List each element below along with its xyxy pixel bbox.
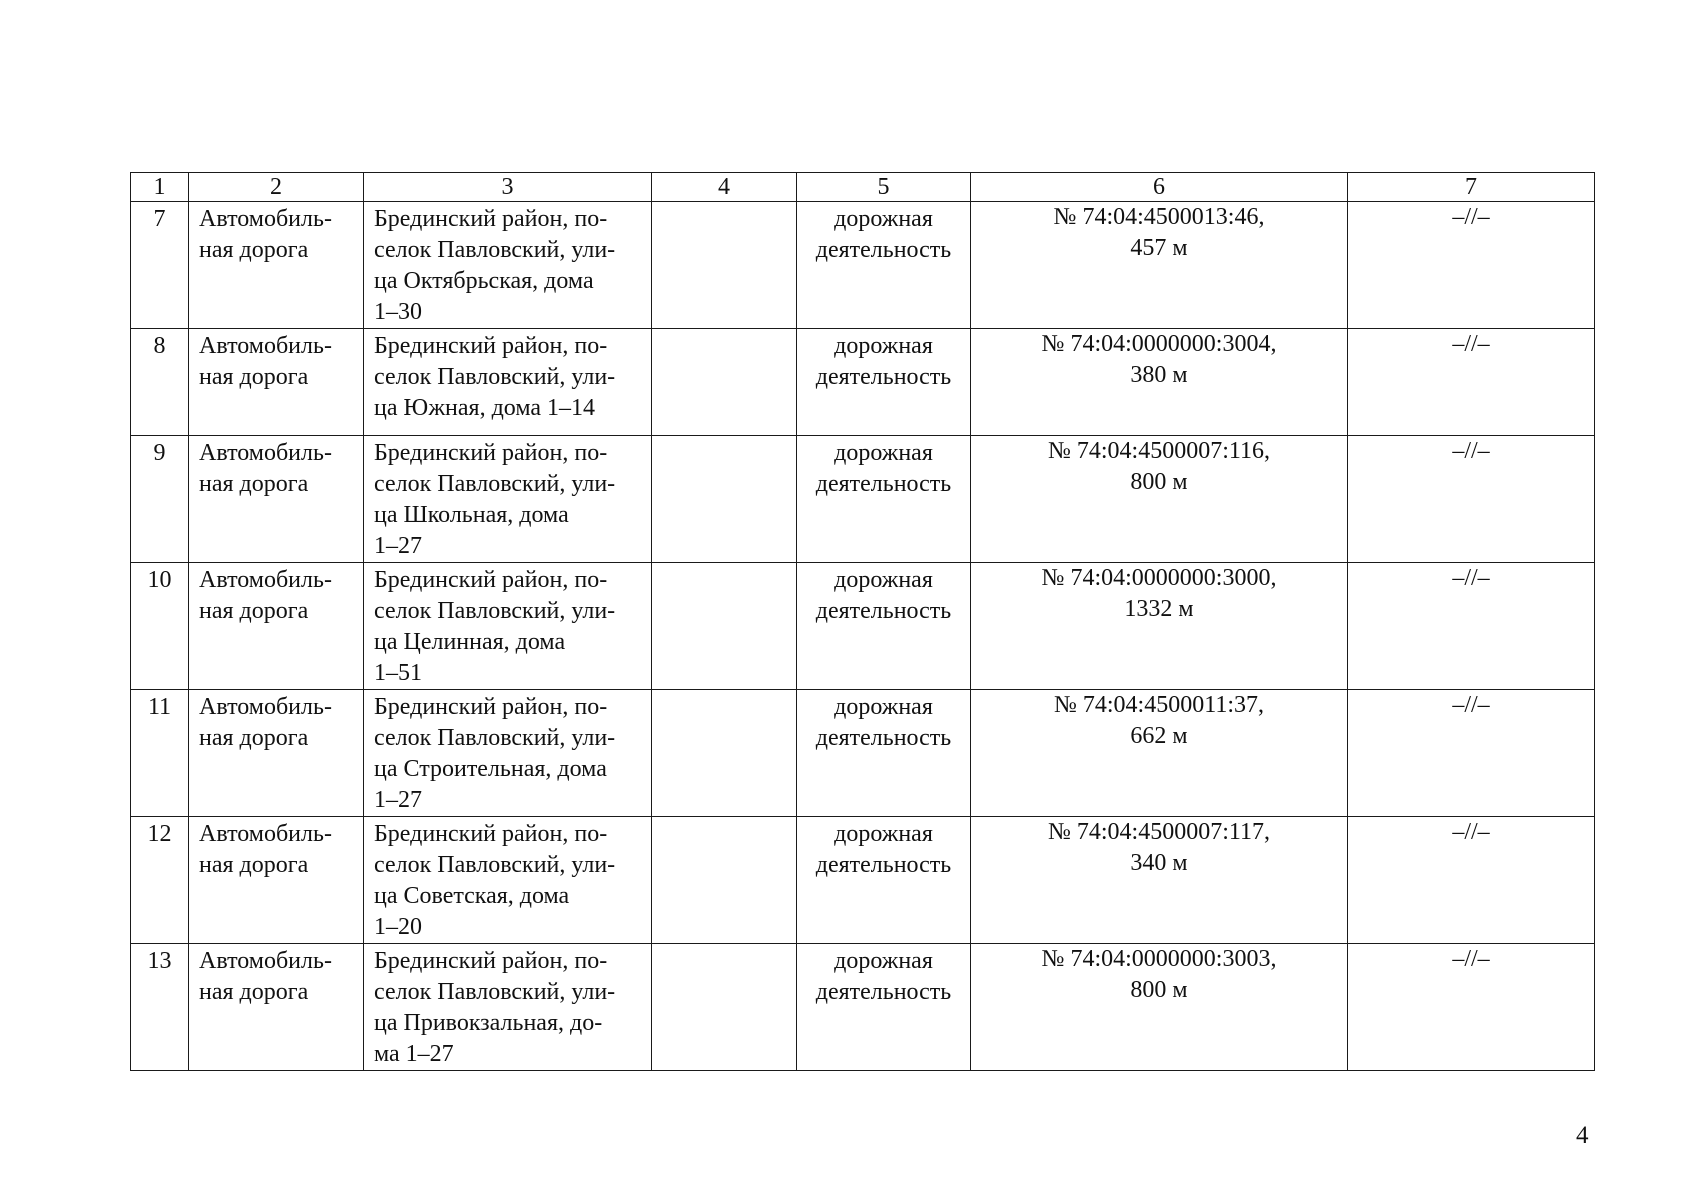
header-col-3: 3 xyxy=(364,173,652,202)
object-name-line: Автомобиль- xyxy=(199,567,332,593)
row-number-cell: 9 xyxy=(131,436,189,563)
cadastral-number-cell xyxy=(971,329,1348,436)
object-name-line: Автомобиль- xyxy=(199,440,332,466)
cadastral-line: № 74:04:4500007:117, xyxy=(1047,819,1270,845)
address-line: ца Школьная, дома xyxy=(374,502,569,528)
note-cell: –//– xyxy=(1348,436,1595,563)
note-cell: –//– xyxy=(1348,563,1595,690)
address-cell xyxy=(364,944,652,1071)
address-line: ца Целинная, дома xyxy=(374,629,566,655)
object-name-line: Автомобиль- xyxy=(199,694,332,720)
row-number-cell: 7 xyxy=(131,202,189,329)
purpose-cell xyxy=(797,817,971,944)
object-name-line: ная дорога xyxy=(199,852,309,878)
table-body xyxy=(131,202,1595,1071)
cadastral-line: 800 м xyxy=(1130,469,1188,495)
object-name-line: Автомобиль- xyxy=(199,206,332,232)
purpose-cell xyxy=(797,690,971,817)
note-cell: –//– xyxy=(1348,329,1595,436)
address-line: Брединский район, по- xyxy=(374,694,608,720)
header-col-5: 5 xyxy=(797,173,971,202)
empty-cell xyxy=(652,944,797,1071)
row-number-cell: 10 xyxy=(131,563,189,690)
purpose-line: дорожная xyxy=(834,333,933,359)
note-cell: –//– xyxy=(1348,202,1595,329)
address-cell xyxy=(364,817,652,944)
object-name-cell xyxy=(189,563,364,690)
object-name-line: ная дорога xyxy=(199,237,309,263)
purpose-line: деятельность xyxy=(815,364,952,390)
column-number-row xyxy=(131,173,1595,202)
header-col-7: 7 xyxy=(1348,173,1595,202)
empty-cell xyxy=(652,329,797,436)
address-line: селок Павловский, ули- xyxy=(374,598,616,624)
row-number-cell: 11 xyxy=(131,690,189,817)
purpose-line: дорожная xyxy=(834,694,933,720)
cadastral-number-cell xyxy=(971,944,1348,1071)
purpose-line: дорожная xyxy=(834,206,933,232)
address-line: ца Привокзальная, до- xyxy=(374,1010,603,1036)
address-line: ца Советская, дома xyxy=(374,883,570,909)
purpose-line: деятельность xyxy=(815,852,952,878)
row-number-cell: 8 xyxy=(131,329,189,436)
empty-cell xyxy=(652,690,797,817)
cadastral-line: 662 м xyxy=(1130,723,1188,749)
purpose-line: деятельность xyxy=(815,598,952,624)
note-cell: –//– xyxy=(1348,817,1595,944)
object-name-line: Автомобиль- xyxy=(199,821,332,847)
address-cell xyxy=(364,563,652,690)
object-name-line: ная дорога xyxy=(199,364,309,390)
purpose-cell xyxy=(797,202,971,329)
address-cell xyxy=(364,436,652,563)
address-cell xyxy=(364,690,652,817)
cadastral-line: 340 м xyxy=(1130,850,1188,876)
address-line: 1–30 xyxy=(374,299,422,325)
cadastral-number-cell xyxy=(971,817,1348,944)
address-line: селок Павловский, ули- xyxy=(374,237,616,263)
header-col-1: 1 xyxy=(131,173,189,202)
cadastral-line: № 74:04:4500007:116, xyxy=(1047,438,1270,464)
address-line: Брединский район, по- xyxy=(374,333,608,359)
header-col-2: 2 xyxy=(189,173,364,202)
address-line: 1–27 xyxy=(374,533,422,559)
purpose-line: дорожная xyxy=(834,821,933,847)
purpose-cell xyxy=(797,563,971,690)
header-col-6: 6 xyxy=(971,173,1348,202)
address-line: Брединский район, по- xyxy=(374,821,608,847)
cadastral-number-cell xyxy=(971,202,1348,329)
object-name-line: Автомобиль- xyxy=(199,948,332,974)
object-name-line: ная дорога xyxy=(199,725,309,751)
purpose-line: деятельность xyxy=(815,237,952,263)
table-row xyxy=(131,944,1595,1071)
object-name-cell xyxy=(189,329,364,436)
table-row xyxy=(131,329,1595,436)
note-cell: –//– xyxy=(1348,944,1595,1071)
object-name-line: ная дорога xyxy=(199,471,309,497)
cadastral-line: № 74:04:0000000:3004, xyxy=(1041,331,1277,357)
cadastral-line: 380 м xyxy=(1130,362,1188,388)
address-cell xyxy=(364,329,652,436)
note-cell: –//– xyxy=(1348,690,1595,817)
cadastral-line: 1332 м xyxy=(1124,596,1194,622)
page-number: 4 xyxy=(1576,1122,1589,1149)
cadastral-number-cell xyxy=(971,563,1348,690)
purpose-cell xyxy=(797,436,971,563)
cadastral-line: 457 м xyxy=(1130,235,1188,261)
cadastral-number-cell xyxy=(971,436,1348,563)
table-row xyxy=(131,563,1595,690)
cadastral-line: 800 м xyxy=(1130,977,1188,1003)
object-name-line: ная дорога xyxy=(199,979,309,1005)
address-line: Брединский район, по- xyxy=(374,440,608,466)
empty-cell xyxy=(652,817,797,944)
cadastral-line: № 74:04:0000000:3000, xyxy=(1041,565,1277,591)
address-line: ца Южная, дома 1–14 xyxy=(374,395,596,421)
address-line: 1–20 xyxy=(374,914,422,940)
table-row xyxy=(131,436,1595,563)
purpose-line: дорожная xyxy=(834,567,933,593)
purpose-line: деятельность xyxy=(815,471,952,497)
address-line: Брединский район, по- xyxy=(374,206,608,232)
address-line: Брединский район, по- xyxy=(374,948,608,974)
purpose-line: дорожная xyxy=(834,440,933,466)
address-line: селок Павловский, ули- xyxy=(374,979,616,1005)
table-row xyxy=(131,817,1595,944)
purpose-line: деятельность xyxy=(815,725,952,751)
address-line: селок Павловский, ули- xyxy=(374,852,616,878)
object-name-cell xyxy=(189,944,364,1071)
address-line: селок Павловский, ули- xyxy=(374,725,616,751)
empty-cell xyxy=(652,436,797,563)
address-line: ца Октябрьская, дома xyxy=(374,268,594,294)
object-name-cell xyxy=(189,436,364,563)
object-name-cell xyxy=(189,202,364,329)
object-name-line: Автомобиль- xyxy=(199,333,332,359)
table-row xyxy=(131,690,1595,817)
address-line: ца Строительная, дома xyxy=(374,756,607,782)
cadastral-line: № 74:04:4500011:37, xyxy=(1053,692,1264,718)
purpose-line: деятельность xyxy=(815,979,952,1005)
empty-cell xyxy=(652,202,797,329)
cadastral-number-cell xyxy=(971,690,1348,817)
row-number-cell: 12 xyxy=(131,817,189,944)
address-cell xyxy=(364,202,652,329)
purpose-cell xyxy=(797,329,971,436)
empty-cell xyxy=(652,563,797,690)
object-name-cell xyxy=(189,817,364,944)
header-col-4: 4 xyxy=(652,173,797,202)
address-line: селок Павловский, ули- xyxy=(374,364,616,390)
table-row xyxy=(131,202,1595,329)
purpose-line: дорожная xyxy=(834,948,933,974)
address-line: селок Павловский, ули- xyxy=(374,471,616,497)
purpose-cell xyxy=(797,944,971,1071)
address-line: 1–27 xyxy=(374,787,422,813)
address-line: ма 1–27 xyxy=(374,1041,454,1067)
cadastral-line: № 74:04:4500013:46, xyxy=(1053,204,1265,230)
object-name-line: ная дорога xyxy=(199,598,309,624)
address-line: 1–51 xyxy=(374,660,422,686)
object-name-cell xyxy=(189,690,364,817)
row-number-cell: 13 xyxy=(131,944,189,1071)
road-registry-table xyxy=(130,172,1595,1071)
cadastral-line: № 74:04:0000000:3003, xyxy=(1041,946,1277,972)
address-line: Брединский район, по- xyxy=(374,567,608,593)
